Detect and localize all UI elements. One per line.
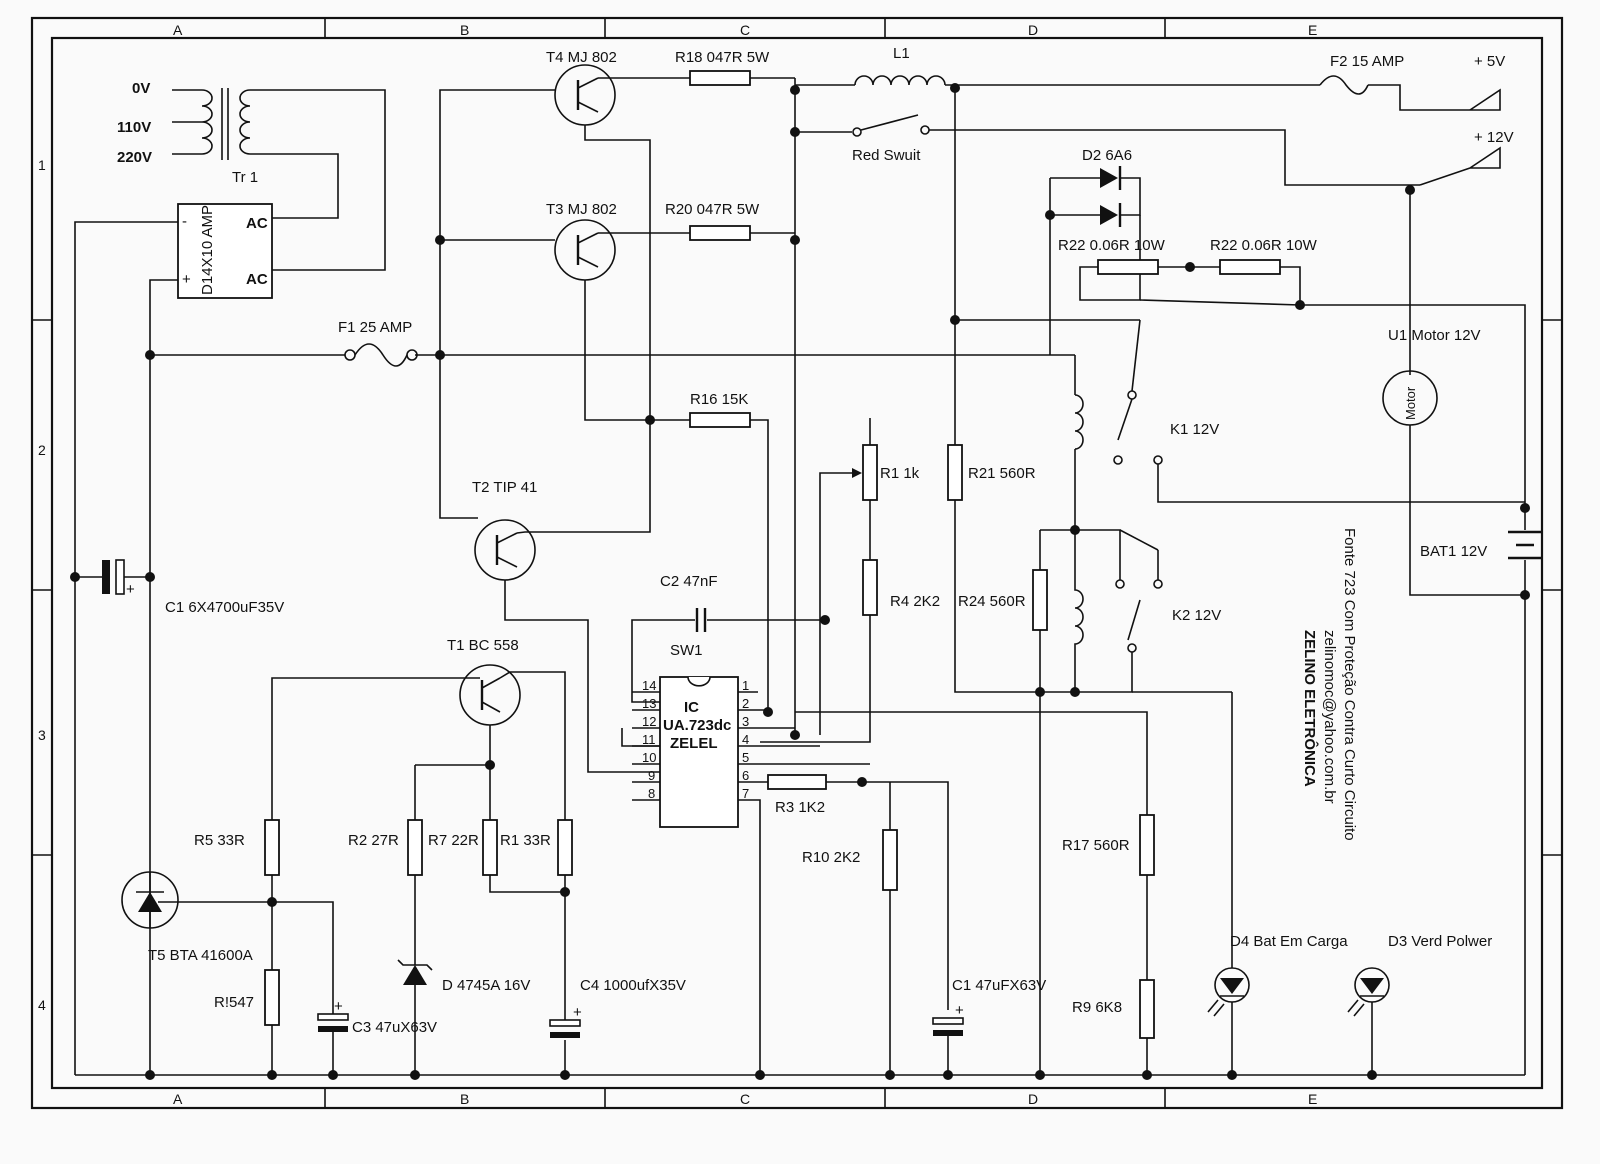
r10-label: R10 2K2 — [802, 849, 861, 866]
svg-text:+: + — [334, 998, 343, 1015]
col-label-b-bottom: B — [460, 1091, 470, 1107]
ic-pin-8: 8 — [648, 786, 656, 801]
tr1-label: Tr 1 — [232, 169, 259, 186]
d3-label: D3 Verd Polwer — [1388, 933, 1493, 950]
r5-label: R5 33R — [194, 832, 245, 849]
capacitor-c3 — [272, 902, 348, 1075]
r17-label: R17 560R — [1062, 837, 1130, 854]
t4-label: T4 MJ 802 — [546, 49, 617, 66]
transistor-t1 — [460, 665, 565, 820]
credit-line-2: zelinomoc@yahoo.com.br — [1321, 630, 1338, 804]
ic-pin-2: 2 — [742, 696, 750, 711]
resistor-r2 — [408, 820, 422, 875]
d2-label: D2 6A6 — [1082, 147, 1133, 164]
out5-label: + 5V — [1474, 53, 1506, 70]
row-label-2: 2 — [38, 442, 46, 458]
inductor-l1 — [795, 76, 1320, 85]
transistor-t3 — [555, 220, 690, 420]
output-5v-terminal — [1470, 90, 1500, 110]
tap-110v: 110V — [117, 119, 152, 136]
r22b-label: R22 0.06R 10W — [1210, 237, 1317, 254]
triac-t5 — [122, 872, 272, 928]
capacitor-c1b — [933, 1002, 964, 1075]
r2-label: R2 27R — [348, 832, 399, 849]
r9-label: R9 6K8 — [1072, 999, 1123, 1016]
ic-pin-13: 13 — [642, 696, 657, 711]
resistor-r9 — [1140, 980, 1154, 1075]
junction-dots — [70, 83, 1530, 1080]
d4745-label: D 4745A 16V — [442, 977, 531, 994]
col-label-e-top: E — [1308, 22, 1318, 38]
capacitor-c1 — [75, 560, 150, 598]
transistor-t4 — [555, 65, 690, 420]
c2-label: C2 47nF — [660, 573, 718, 590]
ic-pin-10: 10 — [642, 750, 657, 765]
credit-line-1: Fonte 723 Com Proteção Contra Curto Circuito — [1341, 528, 1358, 841]
relay-k2 — [1040, 530, 1162, 694]
r3-label: R3 1K2 — [775, 799, 826, 816]
transistor-t2 — [475, 420, 660, 772]
row-label-3: 3 — [38, 727, 46, 743]
svg-text:+: + — [955, 1002, 964, 1019]
fuse-f1 — [345, 344, 417, 366]
r18-label: R18 047R 5W — [675, 49, 770, 66]
led-d3 — [1348, 968, 1389, 1075]
resistor-r16 — [650, 413, 768, 710]
tap-0v: 0V — [132, 80, 151, 97]
resistor-r18 — [690, 71, 795, 85]
ic-title-1: IC — [684, 699, 699, 716]
ic-title-2: UA.723dc — [663, 717, 732, 734]
r21-label: R21 560R — [968, 465, 1036, 482]
motor-u1 — [1383, 185, 1525, 595]
svg-text:+: + — [573, 1004, 582, 1021]
row-label-4: 4 — [38, 997, 46, 1013]
t3-label: T3 MJ 802 — [546, 201, 617, 218]
r1-label: R1 33R — [500, 832, 551, 849]
col-label-e-bottom: E — [1308, 1091, 1318, 1107]
r16-label: R16 15K — [690, 391, 749, 408]
output-12v-terminal — [1420, 148, 1500, 185]
resistor-r7 — [483, 820, 497, 875]
bridge-plus: + — [182, 271, 191, 288]
d4-label: D4 Bat Em Carga — [1230, 933, 1348, 950]
resistor-r10 — [883, 830, 897, 1075]
c3-label: C3 47uX63V — [352, 1019, 438, 1036]
col-label-a-bottom: A — [173, 1091, 183, 1107]
c1-label: C1 6X4700uF35V — [165, 599, 285, 616]
ic-pin-9: 9 — [648, 768, 656, 783]
resistor-r1 — [558, 820, 572, 875]
c4-label: C4 1000ufX35V — [580, 977, 686, 994]
u1-label: U1 Motor 12V — [1388, 327, 1481, 344]
ic-pin-11: 11 — [642, 732, 656, 747]
l1-label: L1 — [893, 45, 910, 62]
switch-label: Red Swuit — [852, 147, 921, 164]
col-label-a-top: A — [173, 22, 183, 38]
bridge-label: D14X10 AMP — [199, 204, 216, 295]
r7-label: R7 22R — [428, 832, 479, 849]
t5-label: T5 BTA 41600A — [148, 947, 253, 964]
relay-k1 — [1075, 320, 1525, 530]
t2-label: T2 TIP 41 — [472, 479, 538, 496]
sw1-label: SW1 — [670, 642, 703, 659]
out12-label: + 12V — [1474, 129, 1514, 146]
ic-pin-12: 12 — [642, 714, 657, 729]
tap-220v: 220V — [117, 149, 153, 166]
col-label-c-top: C — [740, 22, 751, 38]
bridge-minus: - — [182, 213, 187, 230]
r20-label: R20 047R 5W — [665, 201, 760, 218]
resistor-r21 — [948, 445, 1075, 692]
col-label-b-top: B — [460, 22, 470, 38]
fuse-f2 — [1320, 76, 1470, 110]
row-label-1: 1 — [38, 157, 46, 173]
bat1-label: BAT1 12V — [1420, 543, 1488, 560]
r24-label: R24 560R — [958, 593, 1026, 610]
resistor-r547 — [265, 970, 279, 1075]
r22a-label: R22 0.06R 10W — [1058, 237, 1165, 254]
credit-line-3: ZELINO ELETRÔNICA — [1301, 630, 1318, 787]
k2-label: K2 12V — [1172, 607, 1222, 624]
f1-label: F1 25 AMP — [338, 319, 413, 336]
c1b-label: C1 47uFX63V — [952, 977, 1047, 994]
resistor-r5 — [265, 678, 480, 970]
t1-label: T1 BC 558 — [447, 637, 519, 654]
f2-label: F2 15 AMP — [1330, 53, 1405, 70]
ic-pin-3: 3 — [742, 714, 750, 729]
ic-pin-6: 6 — [742, 768, 750, 783]
bridge-ac2: AC — [246, 271, 268, 288]
resistor-r22a — [1080, 215, 1220, 300]
motor-text: Motor — [1403, 386, 1418, 420]
svg-text:+: + — [126, 581, 135, 598]
resistor-r20 — [690, 226, 795, 240]
ic-pin-1: 1 — [742, 678, 750, 693]
ic-pin-14: 14 — [642, 678, 657, 693]
ic-pin-4: 4 — [742, 732, 750, 747]
inner-frame — [52, 38, 1542, 1088]
r547-label: R!547 — [214, 994, 255, 1011]
bridge-ac1: AC — [246, 215, 268, 232]
r1k-label: R1 1k — [880, 465, 920, 482]
ic-title-3: ZELEL — [670, 735, 718, 752]
col-label-d-top: D — [1028, 22, 1039, 38]
ic-pin-5: 5 — [742, 750, 750, 765]
resistor-r22b — [1140, 260, 1525, 508]
ic-pin-7: 7 — [742, 786, 750, 801]
col-label-d-bottom: D — [1028, 1091, 1039, 1107]
k1-label: K1 12V — [1170, 421, 1220, 438]
col-label-c-bottom: C — [740, 1091, 751, 1107]
r4-label: R4 2K2 — [890, 593, 941, 610]
resistor-r4 — [760, 560, 877, 742]
capacitor-c4 — [550, 1004, 582, 1038]
